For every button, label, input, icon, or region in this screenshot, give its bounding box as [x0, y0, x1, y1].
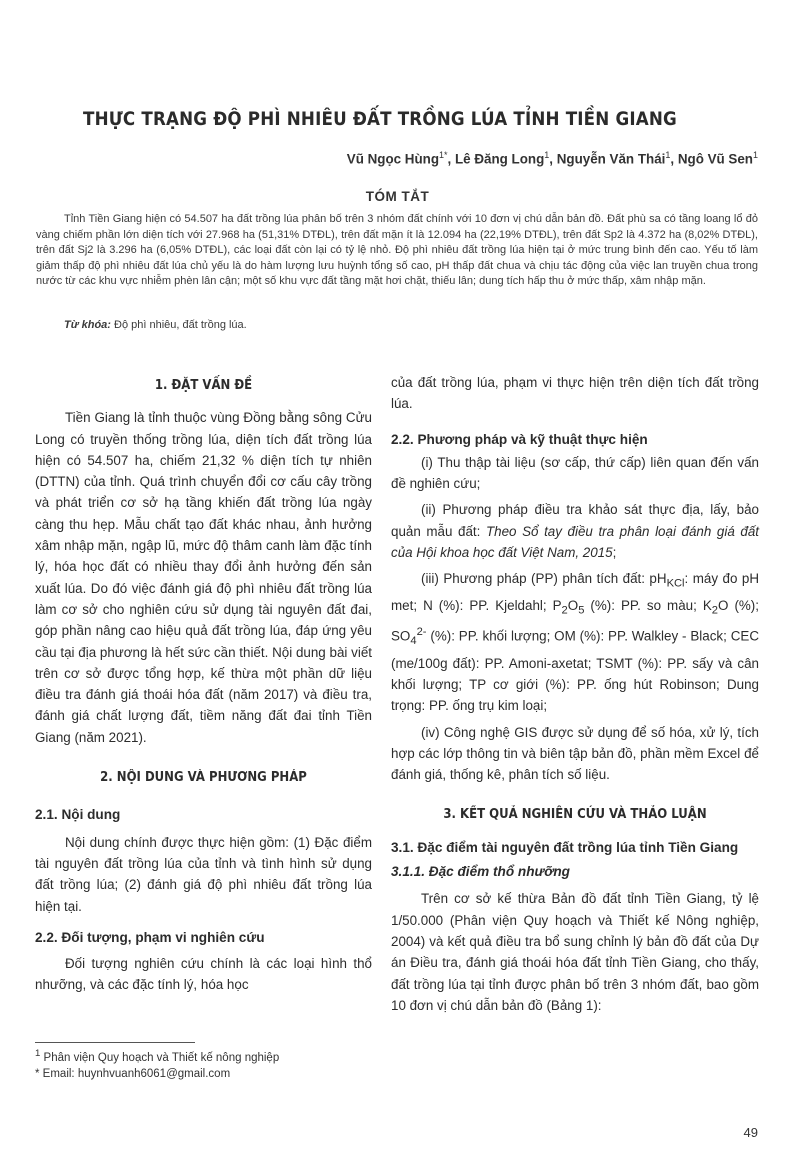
author-name: Vũ Ngọc Hùng — [346, 151, 440, 167]
paper-title: THỰC TRẠNG ĐỘ PHÌ NHIÊU ĐẤT TRỒNG LÚA TỈNH TIỀN GIANG — [83, 108, 677, 130]
section-heading: 3. KẾT QUẢ NGHIÊN CỨU VÀ THẢO LUẬN — [443, 806, 707, 822]
paragraph: Nội dung chính được thực hiện gồm: (1) Đặc điểm tài nguyên đất trồng lúa của tỉnh và tình hình sử dụng đất trồng lúa; (2) đánh giá độ phì nhiêu đất trồng lúa hiện tại. — [35, 834, 372, 914]
paragraph: Trên cơ sở kế thừa Bản đồ đất tỉnh Tiền Giang, tỷ lệ 1/50.000 (Phân viện Quy hoạch và Thiết kế Nông nghiệp, 2004) và kết quả điều tra bổ sung chỉnh lý bản đồ đất của Dự án Điều tra, đánh giá thoái hóa đất tỉnh Tiền Giang, cho thấy, đất trồng lúa tại tỉnh được phân bố trên 3 nhóm đất, bao gồm 10 đơn vị chú dẫn bản đồ (Bảng 1): — [391, 891, 759, 1013]
abstract-heading: TÓM TẮT — [365, 189, 430, 204]
method-item: (iii) Phương pháp (PP) phân tích đất: $pH_{KCl}$: máy đo pH met; N (%): PP. Kjeldahl; $P_2O_5$ (%): PP. so màu; $K_2O$ (%); $SO_4^{2-}$ (%): PP. khối lượng; OM (%): PP. Walkley - Black; CEC (me/100g đất): PP. Amoni-axetat; TSMT (%): PP. sấy và cân khối lượng; TP cơ giới (%): PP. ống hút Robinson; Dung trọng: PP. ống trụ kim loại; — [391, 571, 759, 714]
author-affiliation-mark: 1 — [665, 150, 671, 160]
subsection-heading: 2.2. Đối tượng, phạm vi nghiên cứu — [35, 929, 265, 945]
author-affiliation-mark: 1 — [544, 150, 550, 160]
subsubsection-heading: 3.1.1. Đặc điểm thổ nhưỡng — [391, 864, 570, 880]
footnote-divider — [35, 1042, 195, 1043]
abstract-text: Tỉnh Tiền Giang hiện có 54.507 ha đất trồng lúa phân bố trên 3 nhóm đất chính với 10 đơn vị chú dẫn bản đồ. Đất phù sa có tầng loang lổ đỏ vàng chiếm phần lớn diện tích với 27.968 ha (51,31% DTĐL), trên đất mặn ít là 12.094 ha (22,19% DTĐL), trên đất Sp2 là 4.372 ha (8,02% DTĐL), trên đất Sj2 là 3.296 ha (6,05% DTĐL), các loại đất còn lại có tỷ lệ nhỏ. Độ phì nhiêu đất trồng lúa hiện tại ở mức trung bình đến cao. Yếu tố làm giảm thấp độ phì nhiêu đất lúa chủ yếu là do hàm lượng lưu huỳnh tổng số cao, pH thấp đất chua và chịu tác động của việc lan truyền chua trong nước từ các khu vực nhiễm phèn lân cận; một số khu vực đất tầng mặt hơi chặt, thiếu lân; dung tích hấp thu ở mức thấp, xâm nhập mặn. — [36, 213, 758, 288]
paragraph: Đối tượng nghiên cứu chính là các loại hình thổ nhưỡng, và các đặc tính lý, hóa học — [35, 956, 372, 993]
author-affiliation-mark: 1* — [439, 150, 448, 160]
footnote-email: * Email: huynhvuanh6061@gmail.com — [35, 1068, 231, 1080]
author-name: Lê Đăng Long — [455, 151, 545, 167]
method-item: (iv) Công nghệ GIS được sử dụng để số hóa, xử lý, tích hợp các lớp thông tin và biên tập bản đồ, phần mềm Excel để đánh giá, thống kê, phân tích số liệu. — [391, 724, 759, 783]
subsection-heading: 3.1. Đặc điểm tài nguyên đất trồng lúa tỉnh Tiền Giang — [391, 839, 739, 855]
paragraph: Tiền Giang là tỉnh thuộc vùng Đồng bằng sông Cửu Long có truyền thống trồng lúa, diện tích đất trồng lúa hiện có 54.507 ha, chiếm 21,32 % diện tích tự nhiên (DTTN) của tỉnh. Quá trình chuyển đổi cơ cấu cây trồng và phát triển cơ sở hạ tầng khiến đất trồng lúa ngày càng thu hẹp. Mẫu chất tạo đất khác nhau, ảnh hưởng xâm nhập mặn, ngập lũ, mức độ thâm canh làm đặc tính lý, hóa học đất có nhiều thay đổi ảnh hưởng đến sản xuất lúa. Do đó việc đánh giá độ phì nhiêu đất trồng lúa làm cơ sở cho nghiên cứu sử dụng tài nguyên đất đai, góp phần nâng cao hiệu quả đất trồng lúa, đáp ứng yêu cầu tại địa phương là hết sức cần thiết. Nội dung bài viết trên cơ sở được tổng hợp, kế thừa một phần dữ liệu điều tra đánh giá thoái hóa đất (năm 2017) và điều tra, đánh giá chất lượng đất, tiềm năng đất đai tỉnh Tiền Giang (năm 2021). — [35, 410, 372, 745]
page-number: 49 — [743, 1125, 758, 1140]
method-item: (ii) Phương pháp điều tra khảo sát thực địa, lấy, bảo quản mẫu đất: Theo Sổ tay điều tra phân loại đánh giá đất của Hội khoa học đất Việt Nam, 2015; — [391, 502, 759, 561]
subsection-heading: 2.1. Nội dung — [35, 807, 121, 823]
section-heading: 1. ĐẶT VẤN ĐỀ — [154, 378, 253, 393]
keywords-text: Độ phì nhiêu, đất trồng lúa. — [110, 319, 247, 331]
left-column — [35, 375, 372, 996]
author-name: Nguyễn Văn Thái — [556, 151, 666, 167]
subsection-heading: 2.2. Phương pháp và kỹ thuật thực hiện — [391, 431, 648, 447]
footnote-affiliation: $^1$ Phân viện Quy hoạch và Thiết kế nông nghiệp — [35, 1048, 280, 1064]
author-affiliation-mark: 1 — [752, 150, 758, 160]
paragraph: của đất trồng lúa, phạm vi thực hiện trên diện tích đất trồng lúa. — [391, 375, 759, 412]
method-item: (i) Thu thập tài liệu (sơ cấp, thứ cấp) liên quan đến vấn đề nghiên cứu; — [391, 454, 759, 492]
keywords-label: Từ khóa: — [64, 319, 111, 331]
right-column — [391, 372, 759, 1016]
keywords-line — [64, 319, 247, 331]
author-name: Ngô Vũ Sen — [677, 151, 753, 167]
author-list: Vũ Ngọc Hùng$^{1*}$, Lê Đăng Long$^1$, Nguyễn Văn Thái$^1$, Ngô Vũ Sen$^1$ — [346, 150, 758, 167]
section-heading: 2. NỘI DUNG VÀ PHƯƠNG PHÁP — [100, 770, 307, 786]
